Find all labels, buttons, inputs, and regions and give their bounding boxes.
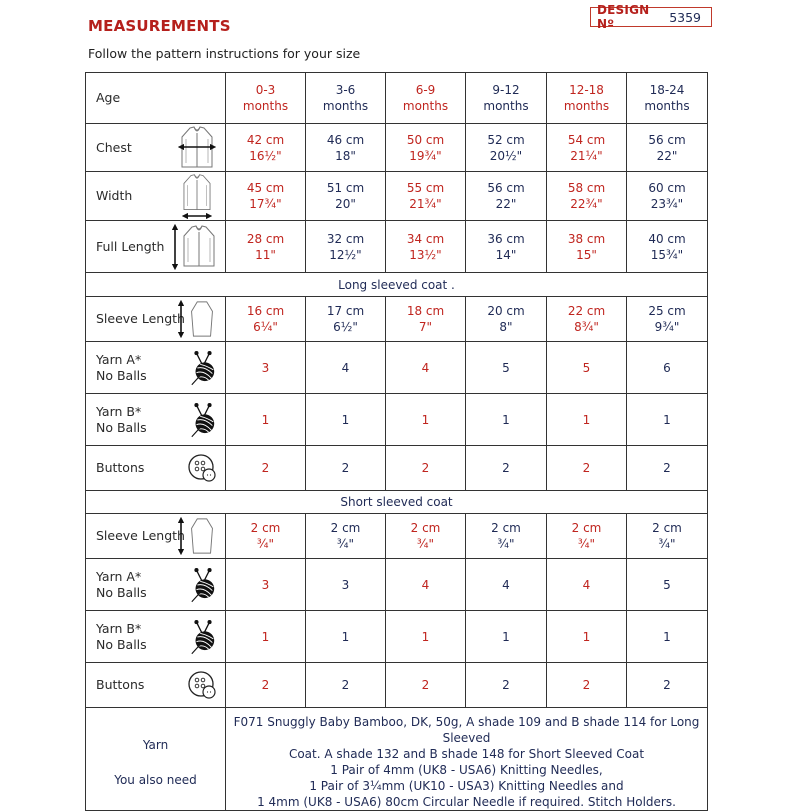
button-count: 2 bbox=[421, 678, 430, 692]
size-cell bbox=[627, 221, 708, 273]
value-cm: 51 cm bbox=[326, 181, 365, 195]
row-label-line: No Balls bbox=[96, 367, 147, 383]
row-label-line: Buttons bbox=[96, 677, 145, 692]
value-inch: ¾" bbox=[497, 537, 515, 551]
size-cell bbox=[627, 394, 708, 446]
ball-count: 5 bbox=[582, 360, 591, 375]
size-cell bbox=[386, 663, 466, 708]
sleeve-length-icon bbox=[177, 300, 217, 338]
row-label-line: Age bbox=[96, 90, 121, 105]
footer-line: 1 Pair of 3¼mm (UK10 - USA3) Knitting Needles and bbox=[309, 779, 624, 793]
value-cm: 2 cm bbox=[491, 521, 521, 535]
size-cell bbox=[306, 663, 386, 708]
short-sleeve-length-row bbox=[86, 514, 708, 559]
value-cm: 42 cm bbox=[246, 132, 285, 147]
value-inch: 15" bbox=[576, 247, 597, 262]
footer-line: F071 Snuggly Baby Bamboo, DK, 50g, A shade 109 and B shade 114 for Long Sleeved bbox=[233, 715, 700, 745]
size-cell bbox=[226, 446, 306, 491]
size-cell bbox=[226, 663, 306, 708]
row-label-line: No Balls bbox=[96, 419, 147, 435]
row-label-line: Sleeve Length bbox=[96, 528, 185, 543]
ball-count: 4 bbox=[421, 360, 430, 375]
row-label bbox=[86, 172, 226, 221]
row-label-line: Sleeve Length bbox=[96, 311, 185, 326]
size-cell bbox=[226, 611, 306, 663]
size-cell bbox=[306, 559, 386, 611]
size-cell bbox=[386, 611, 466, 663]
row-label-line: Yarn A* bbox=[96, 351, 142, 367]
age-unit: months bbox=[644, 99, 690, 113]
row-label-text bbox=[96, 404, 147, 436]
measurements-table bbox=[85, 72, 708, 811]
row-label-line: Width bbox=[96, 188, 133, 203]
size-cell bbox=[306, 221, 386, 273]
size-cell bbox=[386, 446, 466, 491]
section-label: Short sleeved coat bbox=[86, 491, 708, 514]
row-label-line: No Balls bbox=[96, 636, 147, 652]
ball-count: 1 bbox=[261, 412, 270, 427]
value-cm: 46 cm bbox=[326, 132, 365, 147]
row-label bbox=[86, 297, 226, 342]
size-cell bbox=[547, 394, 627, 446]
design-label: DESIGN Nº bbox=[597, 3, 650, 31]
row-label bbox=[86, 124, 226, 172]
value-inch: 22" bbox=[656, 148, 678, 163]
garment-length-arrow-icon bbox=[171, 224, 217, 270]
design-number: 5359 bbox=[669, 9, 701, 25]
ball-count: 3 bbox=[261, 360, 270, 375]
row-label bbox=[86, 221, 226, 273]
footer-row bbox=[86, 708, 708, 811]
value-inch: ¾" bbox=[416, 537, 435, 551]
size-cell bbox=[386, 124, 466, 172]
size-cell bbox=[627, 559, 708, 611]
ball-count: 1 bbox=[663, 629, 671, 644]
age-unit: months bbox=[563, 99, 610, 113]
size-cell bbox=[627, 342, 708, 394]
button-count: 2 bbox=[421, 461, 430, 475]
button-count: 2 bbox=[582, 461, 591, 475]
size-cell bbox=[386, 394, 466, 446]
full-length-row bbox=[86, 221, 708, 273]
button-icon bbox=[187, 453, 217, 483]
value-cm: 22 cm bbox=[567, 304, 606, 318]
age-unit: months bbox=[322, 99, 369, 113]
size-cell bbox=[386, 73, 466, 124]
size-cell bbox=[306, 342, 386, 394]
short-sleeved-section bbox=[86, 491, 708, 514]
row-label-text bbox=[96, 621, 147, 653]
section-label: Long sleeved coat . bbox=[86, 273, 708, 297]
age-range: 9-12 bbox=[492, 83, 520, 97]
size-cell bbox=[547, 297, 627, 342]
size-cell bbox=[226, 221, 306, 273]
age-range: 3-6 bbox=[335, 83, 356, 97]
size-cell bbox=[627, 172, 708, 221]
sleeve-length-icon bbox=[177, 517, 217, 555]
size-cell bbox=[466, 342, 547, 394]
size-cell bbox=[226, 172, 306, 221]
button-icon bbox=[187, 670, 217, 700]
size-cell bbox=[466, 221, 547, 273]
size-cell bbox=[627, 514, 708, 559]
value-cm: 45 cm bbox=[246, 181, 285, 195]
page-title: MEASUREMENTS bbox=[88, 17, 231, 35]
value-inch: 21¾" bbox=[409, 197, 442, 211]
value-inch: 8¾" bbox=[574, 320, 599, 334]
size-cell bbox=[226, 342, 306, 394]
size-cell bbox=[627, 446, 708, 491]
value-inch: 22¾" bbox=[570, 197, 603, 211]
value-cm: 18 cm bbox=[406, 304, 445, 318]
short-yarn-b-row bbox=[86, 611, 708, 663]
row-label bbox=[86, 514, 226, 559]
row-label bbox=[86, 73, 226, 124]
row-label-line: Yarn B* bbox=[96, 620, 142, 636]
button-count: 2 bbox=[261, 461, 270, 475]
ball-count: 1 bbox=[341, 629, 350, 644]
value-inch: 22" bbox=[495, 197, 517, 211]
row-label bbox=[86, 663, 226, 708]
value-inch: 8" bbox=[499, 320, 513, 334]
value-cm: 2 cm bbox=[250, 521, 281, 535]
size-cell bbox=[466, 124, 547, 172]
size-cell bbox=[547, 221, 627, 273]
size-cell bbox=[226, 297, 306, 342]
size-cell bbox=[466, 297, 547, 342]
size-cell bbox=[226, 73, 306, 124]
size-cell bbox=[547, 611, 627, 663]
ball-count: 3 bbox=[261, 577, 270, 592]
footer-text bbox=[226, 708, 708, 811]
value-inch: 17¾" bbox=[249, 197, 282, 211]
row-label-text bbox=[96, 239, 164, 255]
value-cm: 25 cm bbox=[648, 304, 686, 318]
size-cell bbox=[386, 172, 466, 221]
value-cm: 17 cm bbox=[326, 304, 365, 318]
ball-count: 1 bbox=[341, 412, 350, 427]
ball-count: 4 bbox=[582, 577, 591, 592]
size-cell bbox=[386, 297, 466, 342]
row-label-text bbox=[96, 90, 120, 106]
footer-line: Coat. A shade 132 and B shade 148 for Short Sleeved Coat bbox=[288, 747, 645, 761]
size-cell bbox=[466, 611, 547, 663]
button-count: 2 bbox=[663, 678, 671, 692]
also-need-label: You also need bbox=[114, 772, 197, 787]
value-cm: 32 cm bbox=[326, 231, 365, 246]
ball-count: 1 bbox=[582, 412, 591, 427]
row-label-line: Buttons bbox=[96, 460, 145, 475]
value-inch: 14" bbox=[495, 247, 517, 262]
subtitle: Follow the pattern instructions for your size bbox=[88, 46, 361, 61]
long-sleeved-section bbox=[86, 273, 708, 297]
row-label-text bbox=[96, 569, 147, 601]
age-range: 6-9 bbox=[415, 83, 436, 97]
age-unit: months bbox=[483, 99, 529, 113]
value-cm: 60 cm bbox=[648, 181, 686, 195]
value-inch: 11" bbox=[255, 247, 276, 262]
long-yarn-b-row bbox=[86, 394, 708, 446]
size-cell bbox=[627, 663, 708, 708]
size-cell bbox=[466, 172, 547, 221]
chest-row bbox=[86, 124, 708, 172]
size-cell bbox=[306, 394, 386, 446]
ball-count: 5 bbox=[663, 577, 671, 592]
button-count: 2 bbox=[582, 678, 591, 692]
size-cell bbox=[466, 394, 547, 446]
value-cm: 2 cm bbox=[330, 521, 361, 535]
button-count: 2 bbox=[502, 678, 510, 692]
value-cm: 56 cm bbox=[648, 132, 686, 147]
size-cell bbox=[547, 342, 627, 394]
value-inch: ¾" bbox=[658, 537, 676, 551]
button-count: 2 bbox=[261, 678, 270, 692]
ball-count: 6 bbox=[663, 360, 671, 375]
size-cell bbox=[466, 559, 547, 611]
size-cell bbox=[627, 124, 708, 172]
row-label bbox=[86, 611, 226, 663]
value-inch: 15¾" bbox=[650, 247, 684, 262]
value-inch: 23¾" bbox=[650, 197, 684, 211]
size-cell bbox=[306, 124, 386, 172]
size-cell bbox=[386, 342, 466, 394]
row-label-text bbox=[96, 677, 144, 693]
size-cell bbox=[547, 446, 627, 491]
ball-count: 5 bbox=[502, 360, 510, 375]
value-cm: 55 cm bbox=[406, 181, 445, 195]
ball-count: 1 bbox=[421, 629, 430, 644]
row-label-text bbox=[96, 460, 144, 476]
size-cell bbox=[306, 611, 386, 663]
row-label-text bbox=[96, 528, 185, 544]
spacer bbox=[86, 753, 225, 770]
value-cm: 20 cm bbox=[487, 304, 525, 318]
value-inch: ¾" bbox=[577, 537, 596, 551]
footer-line: 1 Pair of 4mm (UK8 - USA6) Knitting Needles, bbox=[330, 763, 603, 777]
age-range: 12-18 bbox=[569, 83, 604, 97]
value-cm: 2 cm bbox=[410, 521, 441, 535]
yarn-ball-icon bbox=[189, 349, 217, 387]
row-label-text bbox=[96, 311, 185, 327]
yarn-ball-icon bbox=[189, 566, 217, 604]
yarn-ball-icon bbox=[189, 618, 217, 656]
size-cell bbox=[306, 73, 386, 124]
size-cell bbox=[306, 172, 386, 221]
ball-count: 4 bbox=[502, 577, 510, 592]
value-cm: 34 cm bbox=[406, 231, 445, 246]
row-label-line: No Balls bbox=[96, 584, 147, 600]
value-inch: 18" bbox=[335, 148, 356, 163]
size-cell bbox=[306, 297, 386, 342]
ball-count: 1 bbox=[261, 629, 270, 644]
size-cell bbox=[627, 297, 708, 342]
value-inch: 9¾" bbox=[654, 320, 680, 334]
row-label-text bbox=[96, 188, 132, 204]
size-cell bbox=[627, 73, 708, 124]
ball-count: 1 bbox=[502, 629, 510, 644]
row-label bbox=[86, 559, 226, 611]
age-unit: months bbox=[242, 99, 289, 113]
value-cm: 36 cm bbox=[487, 231, 525, 246]
value-cm: 2 cm bbox=[652, 521, 682, 535]
row-label-text bbox=[96, 352, 147, 384]
short-buttons-row bbox=[86, 663, 708, 708]
row-label bbox=[86, 394, 226, 446]
size-cell bbox=[466, 663, 547, 708]
garment-width-arrow-icon bbox=[177, 173, 217, 219]
row-label bbox=[86, 342, 226, 394]
value-inch: 6½" bbox=[333, 320, 358, 334]
value-inch: 20½" bbox=[489, 148, 523, 163]
size-cell bbox=[386, 559, 466, 611]
value-inch: 20" bbox=[335, 197, 356, 211]
ball-count: 1 bbox=[582, 629, 591, 644]
size-cell bbox=[547, 514, 627, 559]
row-label-line: Full Length bbox=[96, 238, 165, 254]
size-cell bbox=[466, 514, 547, 559]
size-cell bbox=[547, 559, 627, 611]
short-yarn-a-row bbox=[86, 559, 708, 611]
age-range: 0-3 bbox=[255, 83, 276, 97]
garment-chest-arrow-icon bbox=[177, 125, 217, 171]
value-cm: 28 cm bbox=[246, 231, 285, 246]
footer-line: 1 4mm (UK8 - USA6) 80cm Circular Needle if required. Stitch Holders. bbox=[257, 795, 676, 809]
size-cell bbox=[226, 514, 306, 559]
row-label-text bbox=[96, 140, 132, 156]
size-cell bbox=[466, 73, 547, 124]
value-cm: 50 cm bbox=[406, 132, 445, 147]
size-cell bbox=[226, 394, 306, 446]
size-cell bbox=[547, 172, 627, 221]
row-label-line: Chest bbox=[96, 139, 132, 155]
row-label-line: Yarn A* bbox=[96, 568, 142, 584]
ball-count: 3 bbox=[341, 577, 350, 592]
age-unit: months bbox=[402, 99, 449, 113]
ball-count: 4 bbox=[421, 577, 430, 592]
value-cm: 56 cm bbox=[487, 181, 525, 195]
button-count: 2 bbox=[502, 461, 510, 475]
footer-labels bbox=[86, 708, 226, 811]
size-cell bbox=[466, 446, 547, 491]
value-inch: 13½" bbox=[409, 247, 442, 262]
button-count: 2 bbox=[341, 461, 350, 475]
size-cell bbox=[386, 514, 466, 559]
age-row bbox=[86, 73, 708, 124]
size-cell bbox=[306, 446, 386, 491]
age-range: 18-24 bbox=[649, 83, 685, 97]
size-cell bbox=[386, 221, 466, 273]
value-cm: 58 cm bbox=[567, 181, 606, 195]
size-cell bbox=[547, 124, 627, 172]
size-cell bbox=[547, 73, 627, 124]
value-inch: 6¼" bbox=[253, 320, 278, 334]
ball-count: 1 bbox=[421, 412, 430, 427]
yarn-ball-icon bbox=[189, 401, 217, 439]
value-cm: 52 cm bbox=[487, 132, 525, 147]
value-inch: 7" bbox=[418, 320, 433, 334]
row-label-line: Yarn B* bbox=[96, 403, 142, 419]
value-inch: ¾" bbox=[336, 537, 355, 551]
long-yarn-a-row bbox=[86, 342, 708, 394]
width-row bbox=[86, 172, 708, 221]
value-cm: 38 cm bbox=[567, 231, 606, 246]
button-count: 2 bbox=[663, 461, 671, 475]
ball-count: 4 bbox=[341, 360, 350, 375]
value-inch: ¾" bbox=[256, 537, 275, 551]
size-cell bbox=[226, 559, 306, 611]
size-cell bbox=[226, 124, 306, 172]
size-cell bbox=[627, 611, 708, 663]
long-buttons-row bbox=[86, 446, 708, 491]
value-cm: 54 cm bbox=[567, 132, 606, 147]
value-cm: 40 cm bbox=[648, 231, 686, 246]
yarn-label: Yarn bbox=[142, 737, 169, 752]
ball-count: 1 bbox=[663, 412, 671, 427]
button-count: 2 bbox=[341, 678, 350, 692]
row-label bbox=[86, 446, 226, 491]
size-cell bbox=[306, 514, 386, 559]
value-cm: 2 cm bbox=[571, 521, 602, 535]
value-inch: 12½" bbox=[329, 247, 362, 262]
long-sleeve-length-row bbox=[86, 297, 708, 342]
design-number-box bbox=[590, 3, 712, 31]
value-inch: 16½" bbox=[249, 148, 282, 163]
value-cm: 16 cm bbox=[246, 304, 285, 318]
size-cell bbox=[547, 663, 627, 708]
value-inch: 19¾" bbox=[409, 148, 442, 163]
ball-count: 1 bbox=[502, 412, 510, 427]
value-inch: 21¼" bbox=[570, 148, 603, 163]
